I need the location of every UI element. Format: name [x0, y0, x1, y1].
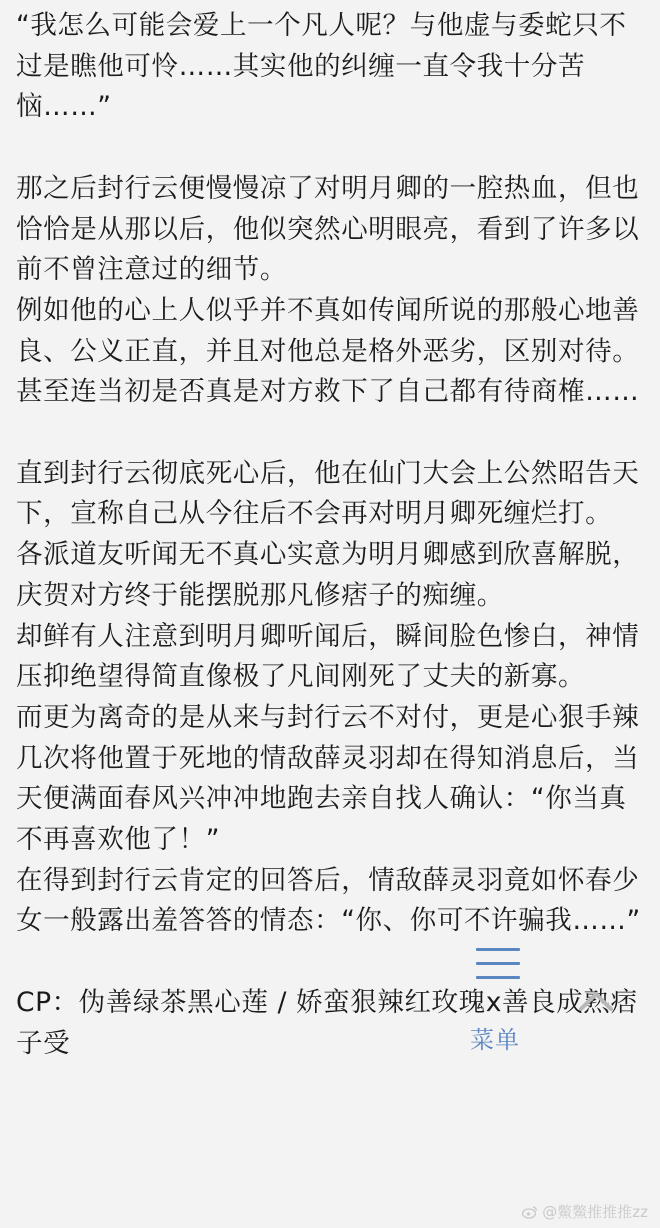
- paragraph: 那之后封行云便慢慢凉了对明月卿的一腔热血，但也恰恰是从那以后，他似突然心明眼亮，看到了许多以前不曾注意过的细节。: [16, 172, 640, 286]
- paragraph: 直到封行云彻底死心后，他在仙门大会上公然昭告天下，宣称自己从今往后不会再对明月卿死缠烂打。: [16, 457, 640, 530]
- chevron-up-icon[interactable]: [578, 990, 614, 1012]
- paragraph: 例如他的心上人似乎并不真如传闻所说的那般心地善良、公义正直，并且对他总是格外恶劣，区别对待。甚至连当初是否真是对方救下了自己都有待商榷……: [16, 294, 640, 408]
- menu-button[interactable]: [466, 944, 546, 1059]
- watermark: [522, 1201, 648, 1222]
- paragraph: 各派道友听闻无不真心实意为明月卿感到欣喜解脱，庆贺对方终于能摆脱那凡修痞子的痴缠。: [16, 539, 640, 611]
- paragraph: CP：伪善绿茶黑心莲 / 娇蛮狠辣红玫瑰x善良成熟痞子受: [16, 986, 638, 1059]
- paragraph-gap: [16, 942, 646, 983]
- reading-content: [16, 6, 646, 1064]
- paragraph: “我怎么可能会爱上一个凡人呢？与他虚与委蛇只不过是瞧他可怜……其实他的纠缠一直令我十分苦恼……”: [16, 10, 627, 123]
- paragraph-gap: [16, 413, 646, 454]
- watermark-text: @鱉鱉推推推zz: [542, 1203, 648, 1221]
- paragraph-gap: [16, 128, 646, 169]
- weibo-icon: [522, 1205, 538, 1219]
- paragraph: 而更为离奇的是从来与封行云不对付，更是心狠手辣几次将他置于死地的情敌薛灵羽却在得知消息后，当天便满面春风兴冲冲地跑去亲自找人确认：“你当真不再喜欢他了！”: [16, 701, 640, 856]
- paragraph: 在得到封行云肯定的回答后，情敌薛灵羽竟如怀春少女一般露出羞答答的情态：“你、你可不许骗我……”: [16, 864, 641, 937]
- paragraph: 却鲜有人注意到明月卿听闻后，瞬间脸色惨白，神情压抑绝望得简直像极了凡间刚死了丈夫的新寡。: [16, 620, 640, 693]
- menu-label: 菜单: [470, 1026, 520, 1054]
